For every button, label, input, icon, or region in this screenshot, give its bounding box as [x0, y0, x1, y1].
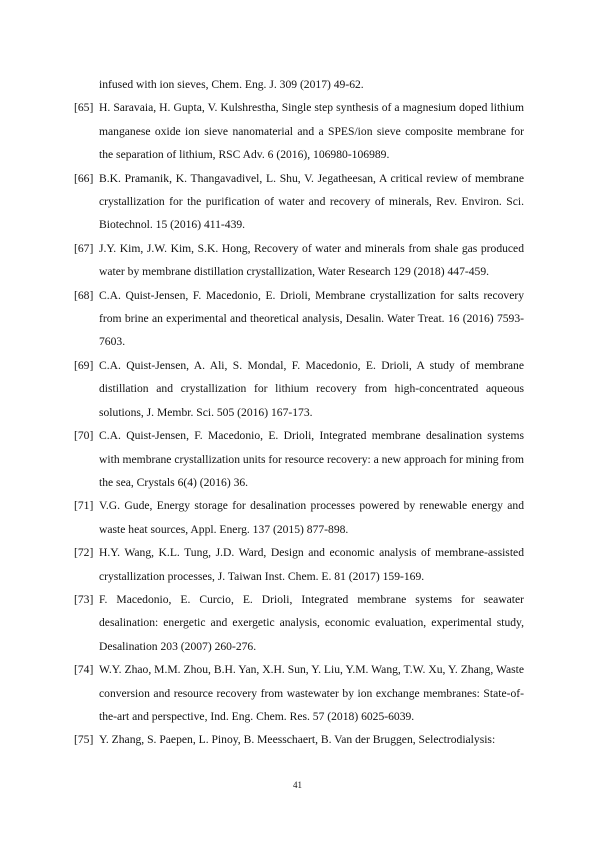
- reference-71: [74, 494, 524, 541]
- reference-number: [67]: [74, 241, 94, 255]
- reference-continuation: infused with ion sieves, Chem. Eng. J. 309 (2017) 49-62.: [99, 78, 364, 91]
- reference-66: [74, 167, 524, 237]
- reference-73: [74, 588, 524, 658]
- reference-number: [68]: [74, 288, 94, 302]
- reference-number: [74]: [74, 663, 94, 677]
- reference-text: F. Macedonio, E. Curcio, E. Drioli, Integrated membrane systems for seawater desalination: energetic and exergetic analysis, economic evaluation, experimental study, Desalination 203 (2007) 260-276.: [99, 592, 524, 653]
- reference-text: C.A. Quist-Jensen, A. Ali, S. Mondal, F. Macedonio, E. Drioli, A study of membrane distillation and crystallization for lithium recovery from high-concentrated aqueous solutions, J. Membr. Sci. 505 (2016) 167-173.: [99, 358, 524, 419]
- reference-75: [74, 728, 524, 751]
- reference-number: [65]: [74, 101, 94, 115]
- reference-number: [69]: [74, 358, 94, 372]
- reference-65: [74, 96, 524, 166]
- reference-67: [74, 237, 524, 284]
- reference-text: C.A. Quist-Jensen, F. Macedonio, E. Drioli, Integrated membrane desalination systems with membrane crystallization units for resource recovery: a new approach for mining from the sea, Crystals 6(4) (2016) 36.: [99, 429, 524, 489]
- reference-number: [73]: [74, 592, 94, 606]
- reference-number: [70]: [74, 429, 94, 443]
- reference-number: [71]: [74, 499, 94, 513]
- reference-68: [74, 284, 524, 354]
- reference-text: H. Saravaia, H. Gupta, V. Kulshrestha, Single step synthesis of a magnesium doped lithium manganese oxide ion sieve nanomaterial and a SPES/ion sieve composite membrane for the separation of lithium, RSC Adv. 6 (2016), 106980-106989.: [99, 101, 524, 162]
- reference-text: C.A. Quist-Jensen, F. Macedonio, E. Drioli, Membrane crystallization for salts recovery from brine an experimental and theoretical analysis, Desalin. Water Treat. 16 (2016) 7593-7603.: [99, 288, 524, 349]
- reference-text: Y. Zhang, S. Paepen, L. Pinoy, B. Meesschaert, B. Van der Bruggen, Selectrodialysis:: [99, 733, 496, 747]
- reference-number: [66]: [74, 171, 94, 185]
- reference-list: [74, 73, 524, 752]
- reference-number: [75]: [74, 733, 94, 747]
- reference-text: V.G. Gude, Energy storage for desalination processes powered by renewable energy and waste heat sources, Appl. Energ. 137 (2015) 877-898.: [99, 499, 524, 536]
- reference-text: H.Y. Wang, K.L. Tung, J.D. Ward, Design and economic analysis of membrane-assisted crystallization processes, J. Taiwan Inst. Chem. E. 81 (2017) 159-169.: [99, 546, 524, 583]
- reference-text: J.Y. Kim, J.W. Kim, S.K. Hong, Recovery of water and minerals from shale gas produced water by membrane distillation crystallization, Water Research 129 (2018) 447-459.: [99, 241, 524, 279]
- reference-text: W.Y. Zhao, M.M. Zhou, B.H. Yan, X.H. Sun, Y. Liu, Y.M. Wang, T.W. Xu, Y. Zhang, Waste conversion and resource recovery from wastewater by ion exchange membranes: State-of-the-art and perspective, Ind. Eng. Chem. Res. 57 (2018) 6025-6039.: [99, 663, 524, 723]
- reference-70: [74, 424, 524, 494]
- page-number: 41: [293, 780, 302, 790]
- reference-text: B.K. Pramanik, K. Thangavadivel, L. Shu, V. Jegatheesan, A critical review of membrane crystallization for the purification of water and recovery of minerals, Rev. Environ. Sci. Biotechnol. 15 (2016) 411-439.: [99, 171, 524, 232]
- reference-74: [74, 658, 524, 728]
- reference-69: [74, 354, 524, 424]
- reference-72: [74, 541, 524, 588]
- reference-number: [72]: [74, 546, 94, 560]
